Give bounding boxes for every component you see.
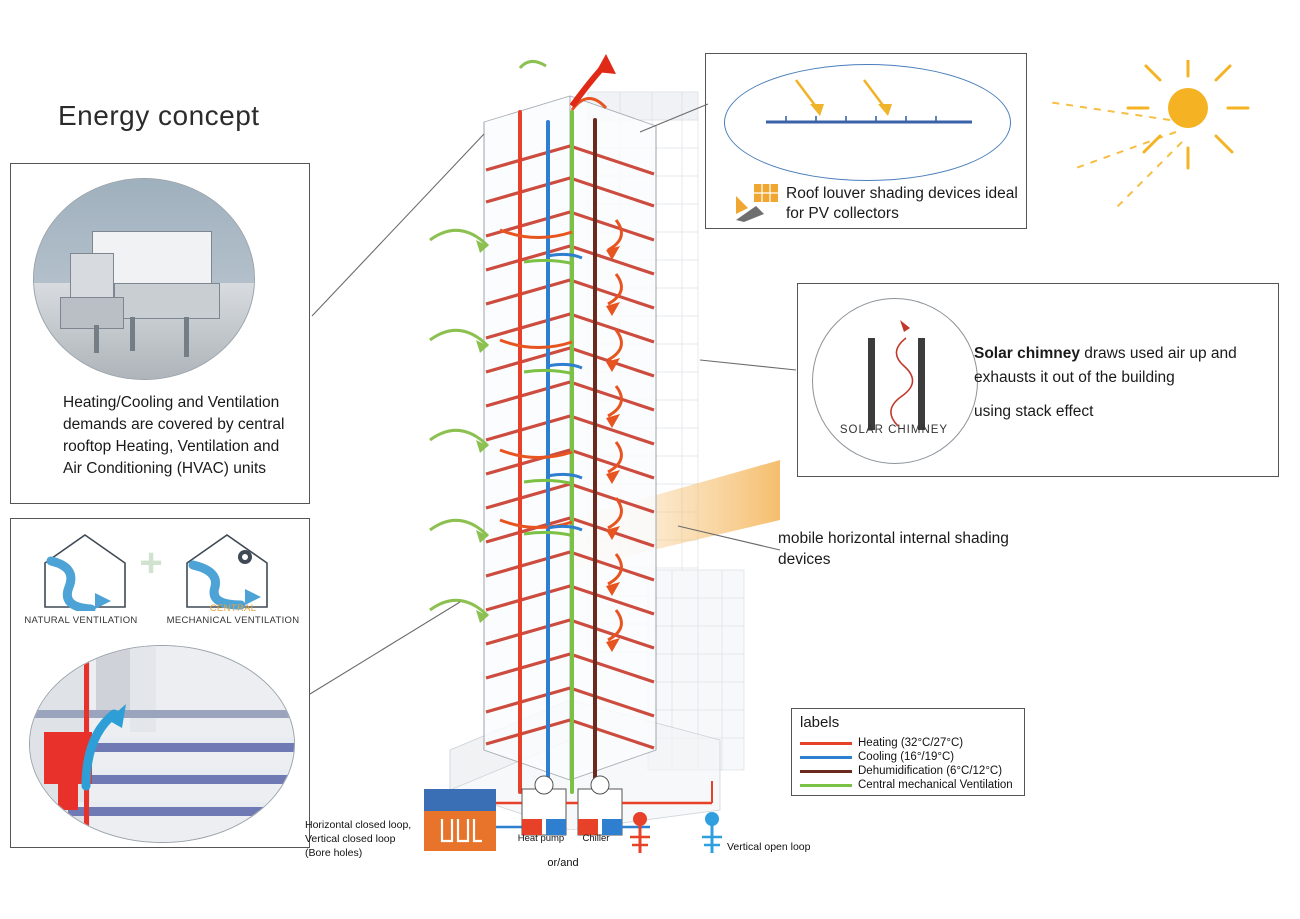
louver-leader-line [640, 96, 720, 156]
natural-ventilation-label: NATURAL VENTILATION [24, 615, 138, 626]
legend-item-heating [800, 736, 1020, 750]
sun-icon [1030, 60, 1280, 240]
chimney-caption: SOLAR CHIMNEY [839, 424, 949, 436]
legend-swatch-heating [800, 742, 852, 745]
chimney-diagram [812, 298, 976, 462]
legend-item-cooling [800, 750, 1020, 764]
vertical-open-loop-label: Vertical open loop [727, 841, 811, 853]
ventilation-callout-panel [10, 518, 310, 848]
hvac-leader-line [300, 120, 500, 360]
louver-diagram [724, 64, 1009, 182]
legend-label-cooling: Cooling (16°/19°C) [858, 751, 955, 763]
solar-chimney-callout-panel [797, 283, 1279, 477]
or-and-label: or/and [547, 857, 579, 869]
legend-label-dehumidification: Dehumidification (6°C/12°C) [858, 765, 1003, 777]
mechanical-ventilation-label: MECHANICAL VENTILATION [166, 615, 300, 626]
natural-ventilation-icon [41, 531, 119, 601]
chimney-leader-line [700, 330, 800, 390]
page-title: Energy concept [58, 100, 260, 131]
ground-loop-diagram [410, 775, 830, 885]
hvac-photo [33, 178, 255, 380]
ground-loop-left-line3: (Bore holes) [305, 847, 363, 859]
legend-item-dehumidification [800, 764, 1020, 778]
ground-loop-left-label [305, 818, 437, 860]
ventilation-leader-line [300, 590, 480, 710]
ground-loop-left-line1: Horizontal closed loop, [305, 819, 412, 831]
legend-item-ventilation [800, 778, 1020, 792]
ground-loop-left-line2: Vertical closed loop [305, 833, 396, 845]
hvac-callout-panel [10, 163, 310, 504]
solar-chimney-description [974, 342, 1274, 424]
legend-list [800, 736, 1020, 792]
pv-panel-icon [734, 182, 780, 224]
central-label: CENTRAL [209, 603, 257, 614]
chimney-text-line3: using stack effect [974, 403, 1094, 420]
heat-pump-label: Heat pump [517, 833, 565, 844]
chimney-text-rest: draws used air up and exhausts it out of the building [974, 345, 1237, 386]
legend-label-ventilation: Central mechanical Ventilation [858, 779, 1013, 791]
chiller-label: Chiller [582, 833, 610, 844]
hvac-description: Heating/Cooling and Ventilation demands are covered by central rooftop Heating, Ventilation and Air Conditioning (HVAC) units [63, 394, 285, 477]
legend-swatch-dehumidification [800, 770, 852, 773]
plus-icon: + [139, 541, 163, 585]
mobile-shading-note: mobile horizontal internal shading devices [778, 530, 1009, 568]
legend-swatch-cooling [800, 756, 852, 759]
slab-section-photo [29, 645, 295, 843]
legend-label-heating: Heating (32°C/27°C) [858, 737, 964, 749]
legend-title: labels [800, 714, 840, 731]
mechanical-ventilation-icon [183, 531, 261, 601]
roof-louver-callout-panel [705, 53, 1027, 229]
chimney-text-bold: Solar chimney [974, 345, 1080, 362]
shading-leader-line [676, 518, 784, 558]
roof-louver-description: Roof louver shading devices ideal for PV collectors [786, 185, 1018, 222]
